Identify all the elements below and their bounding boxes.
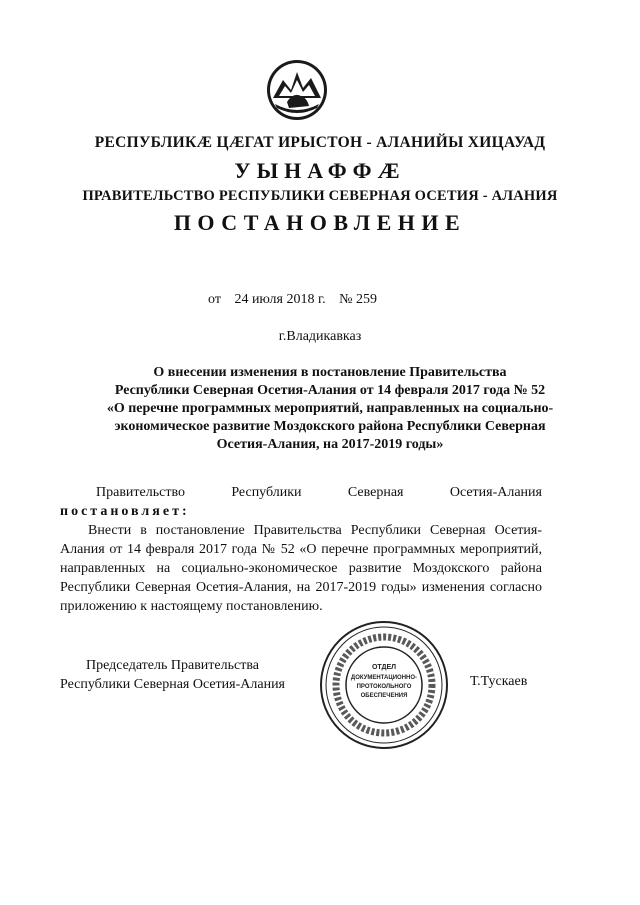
svg-text:ОБЕСПЕЧЕНИЯ: ОБЕСПЕЧЕНИЯ	[360, 693, 408, 699]
signatory-name: Т.Тускаев	[470, 674, 528, 689]
position-line: Республики Северная Осетия-Алания	[60, 677, 285, 692]
svg-text:ДОКУМЕНТАЦИОННО-: ДОКУМЕНТАЦИОННО-	[350, 675, 418, 681]
svg-text:ОТДЕЛ: ОТДЕЛ	[371, 664, 397, 671]
intro-word: Республики	[231, 485, 302, 500]
header-ossetian-decree: УЫНАФФÆ	[234, 158, 406, 183]
official-seal-stamp	[318, 619, 450, 751]
city-name: г.Владикавказ	[278, 329, 362, 344]
position-line: Председатель Правительства	[86, 658, 259, 673]
intro-line	[60, 483, 542, 502]
decree-date-number	[208, 292, 387, 308]
title-line: экономическое развитие Моздокского района Республики Северная	[114, 419, 546, 434]
decree-subject-title	[60, 364, 600, 454]
coat-of-arms-emblem	[265, 58, 329, 122]
title-line: Осетия-Алания, на 2017-2019 годы»	[216, 437, 444, 452]
intro-word: Осетия-Алания	[449, 485, 542, 500]
decree-date: 24 июля 2018 г.	[234, 292, 326, 307]
header-decree-title: ПОСТАНОВЛЕНИЕ	[173, 210, 467, 235]
decree-word: постановляет:	[60, 504, 190, 519]
decree-paragraph: Внести в постановление Правительства Республики Северная Осетия-Алания от 14 февраля 2017 года № 52 «О перечне программных мероприятий, направленных на социально-экономическое развитие Моздокского района Республики Северная Осетия-Алания, на 2017-2019 годы» изменения согласно приложению к настоящему постановлению.	[60, 523, 542, 614]
date-prefix: от	[208, 292, 221, 307]
header-ossetian-government: РЕСПУБЛИКÆ ЦÆГАТ ИРЫСТОН - АЛАНИЙЫ ХИЦАУАД	[94, 134, 546, 151]
header-government-name: ПРАВИТЕЛЬСТВО РЕСПУБЛИКИ СЕВЕРНАЯ ОСЕТИЯ - АЛАНИЯ	[82, 188, 558, 204]
intro-word: Правительство	[96, 485, 185, 500]
intro-word: Северная	[347, 485, 404, 500]
svg-text:ПРОТОКОЛЬНОГО: ПРОТОКОЛЬНОГО	[356, 684, 412, 690]
title-line: О внесении изменения в постановление Правительства	[153, 365, 507, 380]
decree-body	[60, 483, 542, 616]
title-line: «О перечне программных мероприятий, направленных на социально-	[106, 401, 554, 416]
decree-number: № 259	[339, 292, 377, 307]
title-line: Республики Северная Осетия-Алания от 14 февраля 2017 года № 52	[114, 383, 546, 398]
signatory-position	[60, 656, 285, 694]
